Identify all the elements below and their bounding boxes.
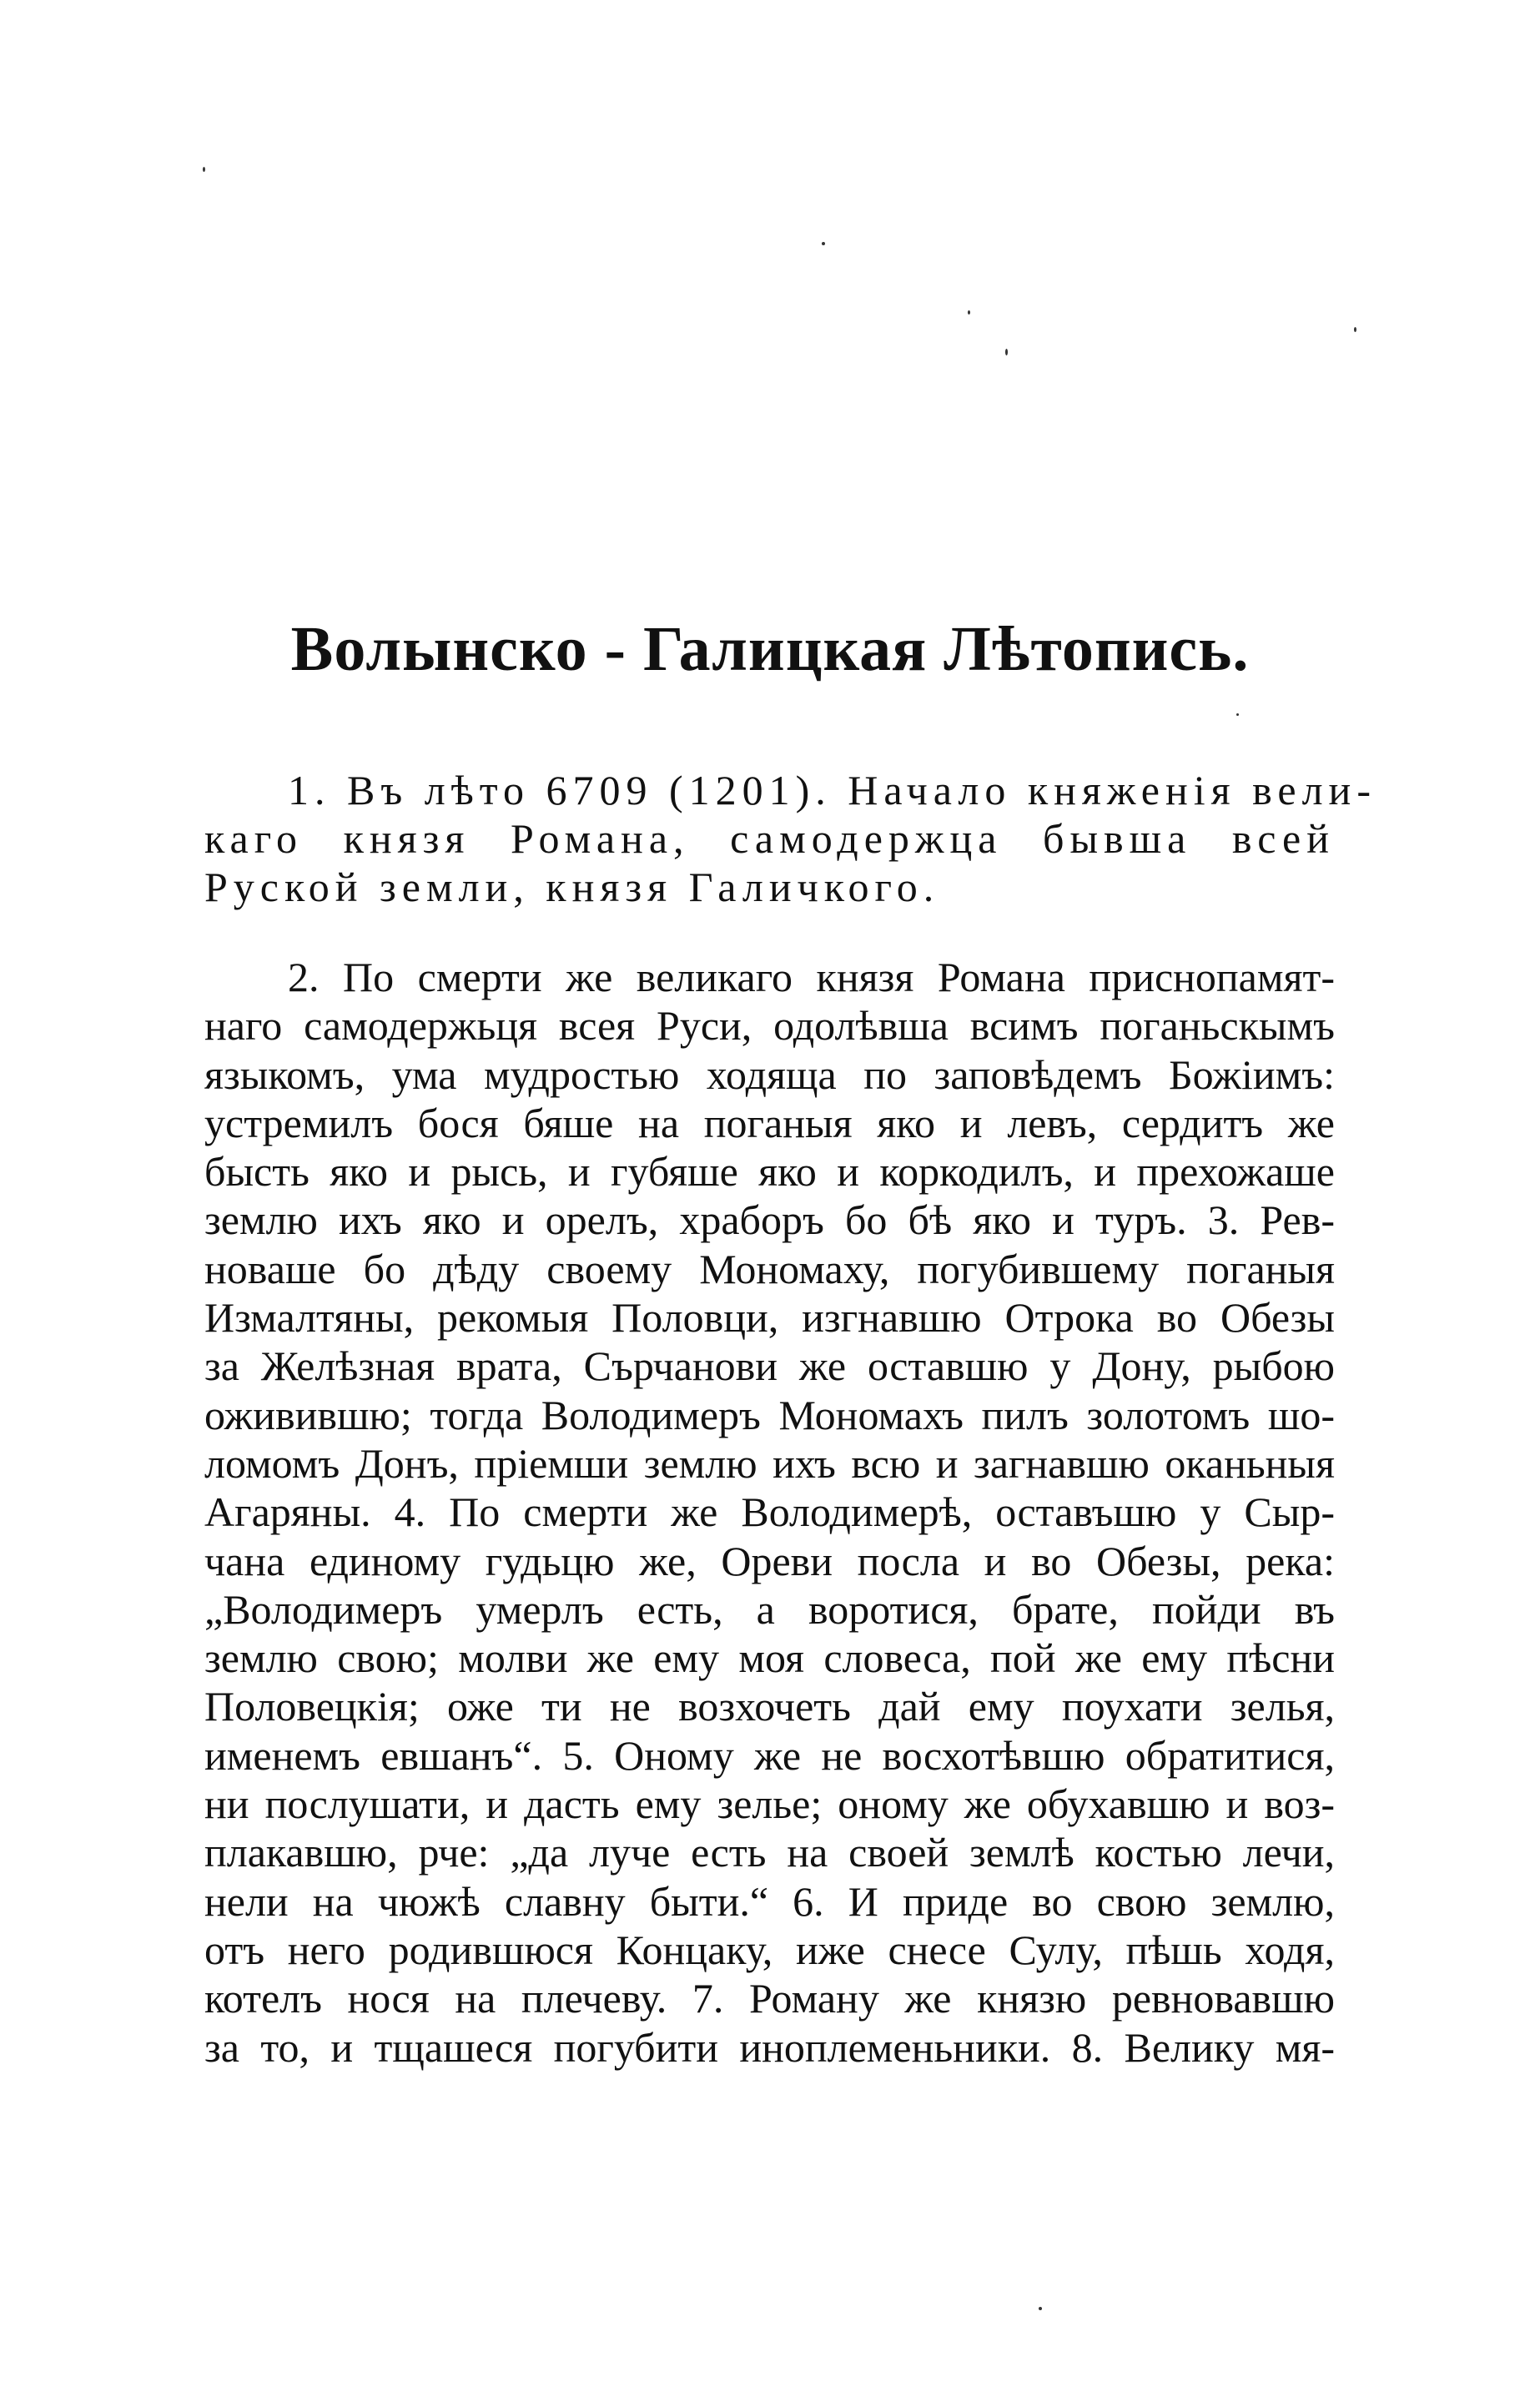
body-line: нели на чюжѣ славну быти.“ 6. И приде во свою землю, [204, 1877, 1335, 1925]
paper-speck [203, 167, 205, 172]
body-line: землю свою; молви же ему моя словеса, пой же ему пѣсни [204, 1634, 1335, 1682]
heading-line: Руской земли, князя Галичкого. [204, 864, 940, 910]
paper-speck [822, 242, 825, 245]
body-line: 2. По смерти же великаго князя Романа приснопамят- [288, 954, 1335, 1000]
body-line: бысть яко и рысь, и губяше яко и коркодилъ, и прехожаше [204, 1148, 1335, 1196]
body-line: Половецкія; оже ти не возхочеть дай ему поухати зелья, [204, 1683, 1335, 1730]
heading-line: каго князя Романа, самодержца бывша всей [204, 815, 1335, 862]
paper-speck [1354, 327, 1356, 332]
body-line: за Желѣзная врата, Сърчанови же оставшю у Дону, рыбою [204, 1342, 1335, 1390]
page-title: Волынско - Галицкая Лѣтопись. [290, 614, 1250, 684]
body-line: именемъ евшанъ“. 5. Оному же не восхотѣвшю обратитися, [204, 1731, 1335, 1779]
body-line: наго самодержьця всея Руси, одолѣвша всимъ поганьскымъ [204, 1002, 1335, 1050]
body-line: ни послушати, и дасть ему зелье; оному же обухавшю и воз- [204, 1780, 1335, 1828]
body-line: ломомъ Донъ, пріемши землю ихъ всю и загнавшю оканьныя [204, 1439, 1335, 1487]
body-line: землю ихъ яко и орелъ, храборъ бо бѣ яко и туръ. 3. Рев- [204, 1196, 1335, 1244]
body-line: устремилъ бося бяше на поганыя яко и левъ, сердитъ же [204, 1099, 1335, 1146]
body-line: Агаряны. 4. По смерти же Володимерѣ, оставъшю у Сыр- [204, 1488, 1335, 1536]
paper-speck [1005, 349, 1008, 355]
body-line: новаше бо дѣду своему Мономаху, погубившему поганыя [204, 1245, 1335, 1292]
body-line: оживившю; тогда Володимеръ Мономахъ пилъ золотомъ шо- [204, 1391, 1335, 1438]
body-line: Измалтяны, рекомыя Половци, изгнавшю Отрока во Обезы [204, 1294, 1335, 1342]
paper-speck [1236, 713, 1239, 716]
paper-speck [968, 310, 970, 315]
chapter-heading [204, 766, 1376, 911]
body-line: языкомъ, ума мудростью ходяща по заповѣдемъ Божіимъ: [204, 1050, 1335, 1098]
body-line: чана единому гудьцю же, Ореви посла и во Обезы, река: [204, 1537, 1335, 1584]
body-line: плакавшю, рче: „да луче есть на своей землѣ костью лечи, [204, 1829, 1335, 1876]
body-paragraph [204, 953, 1335, 2072]
body-line: котелъ нося на плечеву. 7. Роману же князю ревновавшю [204, 1975, 1335, 2022]
paper-speck [1039, 2307, 1042, 2310]
heading-line: 1. Въ лѣто 6709 (1201). Начало княженія вели- [288, 767, 1376, 813]
body-line: „Володимеръ умерлъ есть, а воротися, брате, пойди въ [204, 1585, 1335, 1633]
body-line: за то, и тщашеся погубити иноплеменьники. 8. Велику мя- [204, 2023, 1335, 2071]
body-line: отъ него родившюся Концаку, иже снесе Сулу, пѣшь ходя, [204, 1926, 1335, 1973]
